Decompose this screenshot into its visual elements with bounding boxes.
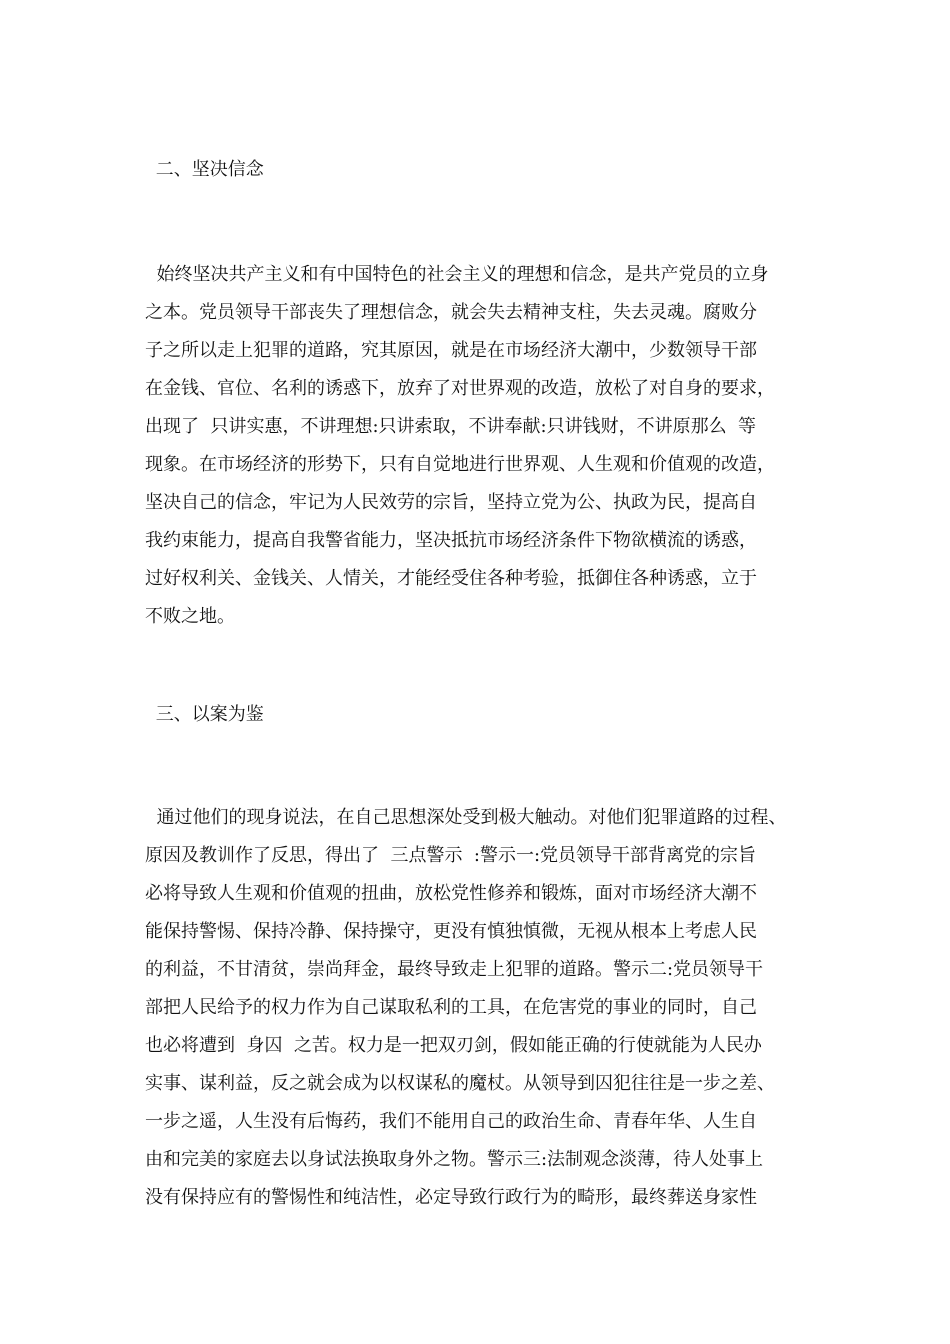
paragraph-line: 始终坚决共产主义和有中国特色的社会主义的理想和信念，是共产党员的立身 [145,264,769,285]
paragraph-line: 通过他们的现身说法，在自己思想深处受到极大触动。对他们犯罪道路的过程、 [145,807,787,828]
paragraph-line: 子之所以走上犯罪的道路，究其原因，就是在市场经济大潮中，少数领导干部 [145,340,757,361]
paragraph-line: 坚决自己的信念，牢记为人民效劳的宗旨，坚持立党为公、执政为民，提高自 [145,492,757,513]
paragraph-line: 在金钱、官位、名利的诱惑下，放弃了对世界观的改造，放松了对自身的要求， [145,378,775,399]
paragraph-line: 必将导致人生观和价值观的扭曲，放松党性修养和锻炼，面对市场经济大潮不 [145,883,757,904]
paragraph-line: 一步之遥，人生没有后悔药，我们不能用自己的政治生命、青春年华、人生自 [145,1111,757,1132]
paragraph-line: 过好权利关、金钱关、人情关，才能经受住各种考验，抵御住各种诱惑，立于 [145,568,757,589]
paragraph-line: 不败之地。 [145,606,235,627]
section-heading-2: 二、坚决信念 [150,159,264,180]
paragraph-line: 我约束能力，提高自我警省能力，坚决抵抗市场经济条件下物欲横流的诱惑， [145,530,757,551]
section-heading-3: 三、以案为鉴 [150,704,264,725]
paragraph-line: 也必将遭到 身囚 之苦。权力是一把双刃剑，假如能正确的行使就能为人民办 [145,1035,762,1056]
paragraph-line: 的利益，不甘清贫，崇尚拜金，最终导致走上犯罪的道路。警示二:党员领导干 [145,959,764,980]
section-2-paragraph [145,256,835,636]
paragraph-line: 实事、谋利益，反之就会成为以权谋私的魔杖。从领导到囚犯往往是一步之差、 [145,1073,775,1094]
paragraph-line: 能保持警惕、保持冷静、保持操守，更没有慎独慎微，无视从根本上考虑人民 [145,921,757,942]
paragraph-line: 之本。党员领导干部丧失了理想信念，就会失去精神支柱，失去灵魂。腐败分 [145,302,757,323]
paragraph-line: 出现了 只讲实惠，不讲理想:只讲索取，不讲奉献:只讲钱财，不讲原那么 等 [145,416,757,437]
paragraph-line: 部把人民给予的权力作为自己谋取私利的工具，在危害党的事业的同时，自己 [145,997,757,1018]
paragraph-line: 没有保持应有的警惕性和纯洁性，必定导致行政行为的畸形，最终葬送身家性 [145,1187,757,1208]
paragraph-line: 由和完美的家庭去以身试法换取身外之物。警示三:法制观念淡薄，待人处事上 [145,1149,764,1170]
paragraph-line: 现象。在市场经济的形势下，只有自觉地进行世界观、人生观和价值观的改造， [145,454,775,475]
paragraph-line: 原因及教训作了反思，得出了 三点警示 :警示一:党员领导干部背离党的宗旨 [145,845,757,866]
section-3-paragraph [145,799,835,1217]
